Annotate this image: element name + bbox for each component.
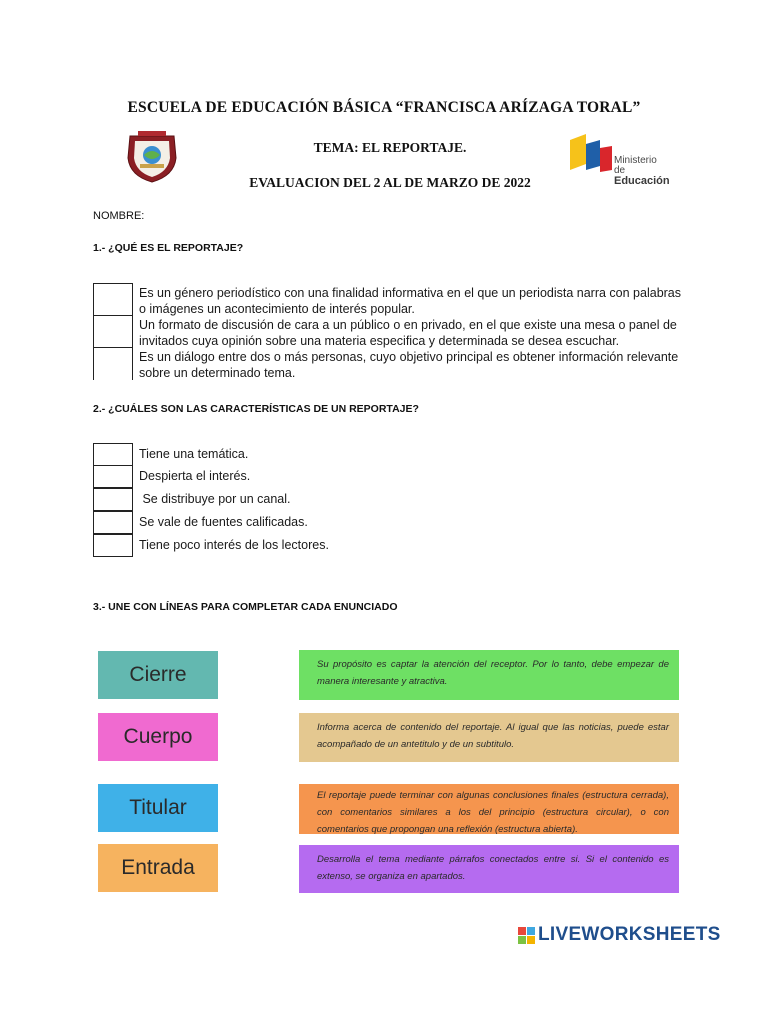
brand-block bbox=[518, 927, 526, 935]
name-label: NOMBRE: bbox=[93, 210, 145, 222]
school-name: ESCUELA DE EDUCACIÓN BÁSICA “FRANCISCA ARÍZAGA TORAL” bbox=[127, 99, 641, 116]
match-term-cierre[interactable]: Cierre bbox=[98, 651, 218, 699]
q2-checkbox-4[interactable] bbox=[93, 511, 133, 534]
liveworksheets-logo bbox=[518, 924, 721, 946]
q2-option-text-3: Se distribuye por un canal. bbox=[139, 492, 291, 506]
question-2-title: 2.- ¿CUÁLES SON LAS CARACTERÍSTICAS DE UN REPORTAJE? bbox=[93, 403, 419, 415]
q2-option-text-2: Despierta el interés. bbox=[139, 469, 251, 483]
question-2-options bbox=[93, 443, 693, 558]
question-3-title: 3.- UNE CON LÍNEAS PARA COMPLETAR CADA ENUNCIADO bbox=[93, 601, 398, 613]
evaluation-date: EVALUACION DEL 2 AL DE MARZO DE 2022 bbox=[249, 175, 531, 190]
match-definition-3[interactable]: El reportaje puede terminar con algunas conclusiones finales (estructura cerrada), con comentarios similares a los del principio (estructura circular), o con comentarios que propongan una reflexión (estructura abierta). bbox=[299, 784, 679, 834]
q1-checkbox-3[interactable] bbox=[93, 347, 133, 380]
match-definition-2[interactable]: Informa acerca de contenido del reportaje. Al igual que las noticias, puede estar acompañado de un antetitulo y de un subtitulo. bbox=[299, 713, 679, 762]
ministry-logo bbox=[570, 134, 670, 187]
match-term-titular[interactable]: Titular bbox=[98, 784, 218, 832]
brand-block bbox=[527, 927, 535, 935]
match-term-entrada[interactable]: Entrada bbox=[98, 844, 218, 892]
q2-checkbox-5[interactable] bbox=[93, 534, 133, 557]
match-definition-4[interactable]: Desarrolla el tema mediante párrafos conectados entre si. Si el contenido es extenso, se organiza en apartados. bbox=[299, 845, 679, 893]
q2-checkbox-2[interactable] bbox=[93, 465, 133, 488]
q1-checkbox-2[interactable] bbox=[93, 315, 133, 348]
liveworksheets-wordmark: LIVEWORKSHEETS bbox=[538, 924, 721, 945]
question-1-options bbox=[93, 283, 693, 381]
brand-block bbox=[518, 936, 526, 944]
question-1-title: 1.- ¿QUÉ ES EL REPORTAJE? bbox=[93, 242, 244, 254]
topic-title: TEMA: EL REPORTAJE. bbox=[313, 140, 467, 155]
q1-option-text-1: Es un género periodístico con una finalidad informativa en el que un periodista narra con palabras o imágenes un acontecimiento de interés popular. bbox=[139, 286, 682, 316]
liveworksheets-blocks-icon bbox=[518, 927, 535, 944]
q2-option-text-5: Tiene poco interés de los lectores. bbox=[139, 538, 329, 552]
match-definition-1[interactable]: Su propósito es captar la atención del receptor. Por lo tanto, debe empezar de manera interesante y atractiva. bbox=[299, 650, 679, 700]
q1-option-text-3: Es un diálogo entre dos o más personas, cuyo objetivo principal es obtener información relevante sobre un determinado tema. bbox=[139, 350, 679, 380]
q2-checkbox-1[interactable] bbox=[93, 443, 133, 466]
match-term-cuerpo[interactable]: Cuerpo bbox=[98, 713, 218, 761]
school-seal-logo bbox=[124, 128, 180, 184]
q1-option-text-2: Un formato de discusión de cara a un público o en privado, en el que existe una mesa o panel de invitados cuya opinión sobre una materia especifica y determinada se desea escuchar. bbox=[139, 318, 677, 348]
q2-option-text-1: Tiene una temática. bbox=[139, 447, 249, 461]
ministry-wordmark: Ministerio de Educación bbox=[614, 155, 670, 187]
q1-checkbox-1[interactable] bbox=[93, 283, 133, 316]
ministry-emblem-icon bbox=[570, 134, 612, 178]
q2-checkbox-3[interactable] bbox=[93, 488, 133, 511]
brand-block bbox=[527, 936, 535, 944]
q2-option-text-4: Se vale de fuentes calificadas. bbox=[139, 515, 308, 529]
